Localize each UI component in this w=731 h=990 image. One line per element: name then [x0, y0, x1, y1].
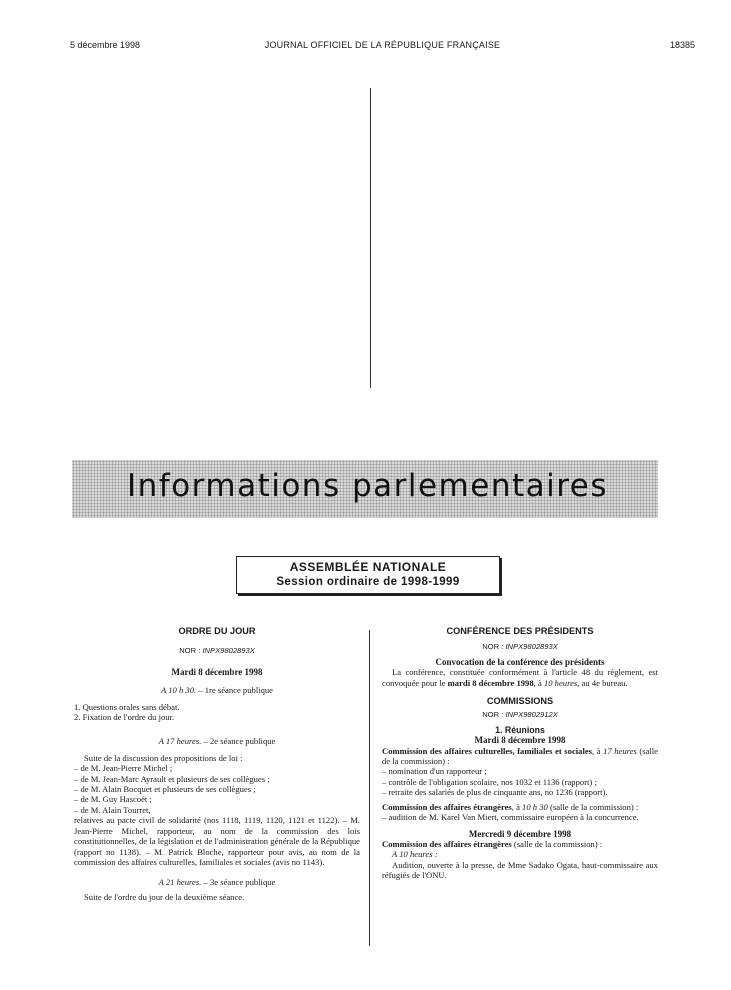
list-item: – retraite des salariés de plus de cinquante ans, no 1236 (rapport). [382, 787, 608, 798]
convocation-text-a: La conférence, constituée conformément à l'article 48 du règlement, est convoquée pour le [382, 667, 658, 688]
session-1-heading [74, 685, 360, 695]
conference-nor [382, 642, 658, 652]
commission-2-items [382, 812, 658, 822]
session-1-item: 1. Questions orales sans débat. [74, 701, 180, 712]
commissions-nor [382, 710, 658, 720]
assembly-name: ASSEMBLÉE NATIONALE [289, 560, 447, 574]
commission-1-room: (salle de la commission) : [382, 745, 659, 767]
header-page-number: 18385 [669, 40, 695, 50]
left-column [74, 626, 360, 902]
session-2-label: – 2e séance publique [203, 736, 276, 747]
commission-2-room: (salle de la commission) : [549, 801, 639, 812]
nor-code: INPX9802893X [505, 642, 558, 652]
header-journal-title: JOURNAL OFFICIEL DE LA RÉPUBLIQUE FRANÇAISE [264, 40, 501, 50]
session-3-label: – 3e séance publique [203, 877, 276, 888]
convocation-text-c: , au 4e bureau. [577, 677, 628, 688]
header-date: 5 décembre 1998 [70, 40, 141, 50]
column-rule-top [370, 88, 371, 388]
conference-title: CONFÉRENCE DES PRÉSIDENTS [446, 626, 594, 636]
list-item: – contrôle de l'obligation scolaire, nos 1032 et 1136 (rapport) ; [382, 776, 597, 787]
convocation-date: mardi 8 décembre 1998 [447, 677, 534, 688]
running-header [70, 40, 695, 52]
convocation-text-b: , à [533, 677, 542, 688]
session-2-body: relatives au pacte civil de solidarité (nos 1118, 1119, 1120, 1121 et 1122). – M. Jean-Pierre Michel, rapporteur, au nom de la commission des lois constitutionnelles, de la législation et de l'administration générale de la République (rapport no 1138). – M. Patrick Bloche, rapporteur pour avis, au nom de la commission des affaires culturelles, familiales et sociales (avis no 1143). [74, 815, 360, 867]
section-banner [72, 460, 658, 518]
commission-2-sep: , à [511, 801, 520, 812]
nor-code: INPX9802893X [202, 646, 255, 656]
commission-3-heading [382, 839, 658, 849]
session-2-item: – de M. Alain Bocquet et plusieurs de ses collègues ; [74, 784, 256, 795]
session-1-item: 2. Fixation de l'ordre du jour. [74, 712, 175, 723]
session-2-item: – de M. Guy Hascoët ; [74, 794, 152, 805]
session-2-time: A 17 heures. [158, 736, 202, 747]
assembly-box [236, 556, 500, 594]
session-3-body: Suite de l'ordre du jour de la deuxième séance. [84, 891, 245, 902]
commission-2-time: 10 h 30 [522, 801, 548, 812]
commission-1-time: 17 heures [603, 745, 637, 756]
commission-1-sep: , à [592, 745, 601, 756]
session-2-heading [74, 736, 360, 746]
commission-2-heading [382, 802, 658, 812]
meeting-day-1: Mardi 8 décembre 1998 [474, 735, 566, 746]
session-3-time: A 21 heures. [158, 877, 202, 888]
session-name: Session ordinaire de 1998-1999 [276, 576, 460, 588]
nor-label: NOR : [482, 642, 504, 652]
convocation-title: Convocation de la conférence des présidents [435, 656, 605, 667]
convocation-text [382, 667, 658, 688]
meeting-day-2: Mercredi 9 décembre 1998 [468, 828, 572, 839]
agenda-title: ORDRE DU JOUR [178, 626, 256, 636]
agenda-nor [74, 646, 360, 656]
commission-3-body: Audition, ouverte à la presse, de Mme Sadako Ogata, haut-commissaire aux réfugiés de l'ONU. [382, 859, 658, 881]
session-2-item: – de M. Alain Tourret, [74, 804, 151, 815]
reunions-heading: 1. Réunions [495, 724, 545, 735]
nor-code: INPX9802912X [505, 710, 558, 720]
convocation-time: 10 heures [543, 677, 578, 688]
commissions-title: COMMISSIONS [486, 696, 554, 707]
commission-1-heading [382, 746, 658, 767]
session-2-intro: Suite de la discussion des propositions de loi : [84, 752, 243, 763]
commission-2-name: Commission des affaires étrangères [382, 801, 512, 812]
session-2-item: – de M. Jean-Pierre Michel ; [74, 763, 173, 774]
column-rule-middle [369, 630, 370, 946]
right-column [382, 626, 658, 881]
session-1-label: – 1re séance publique [198, 685, 274, 696]
list-item: – nomination d'un rapporteur ; [382, 766, 487, 777]
commission-1-name: Commission des affaires culturelles, familiales et sociales [382, 745, 592, 756]
session-3-heading [74, 877, 360, 887]
commission-1-items [382, 766, 658, 797]
agenda-day: Mardi 8 décembre 1998 [171, 666, 263, 677]
session-1-time: A 10 h 30. [160, 685, 197, 696]
banner-title: Informations parlementaires [127, 468, 609, 504]
list-item: – audition de M. Karel Van Miert, commissaire européen à la concurrence. [382, 812, 639, 823]
session-2-item: – de M. Jean-Marc Ayrault et plusieurs de ses collègues ; [74, 773, 270, 784]
nor-label: NOR : [482, 710, 504, 720]
nor-label: NOR : [179, 646, 201, 656]
commission-3-name: Commission des affaires étrangères [382, 838, 512, 849]
commission-3-room: (salle de la commission) : [513, 838, 603, 849]
commission-3-time: A 10 heures : [392, 849, 438, 860]
